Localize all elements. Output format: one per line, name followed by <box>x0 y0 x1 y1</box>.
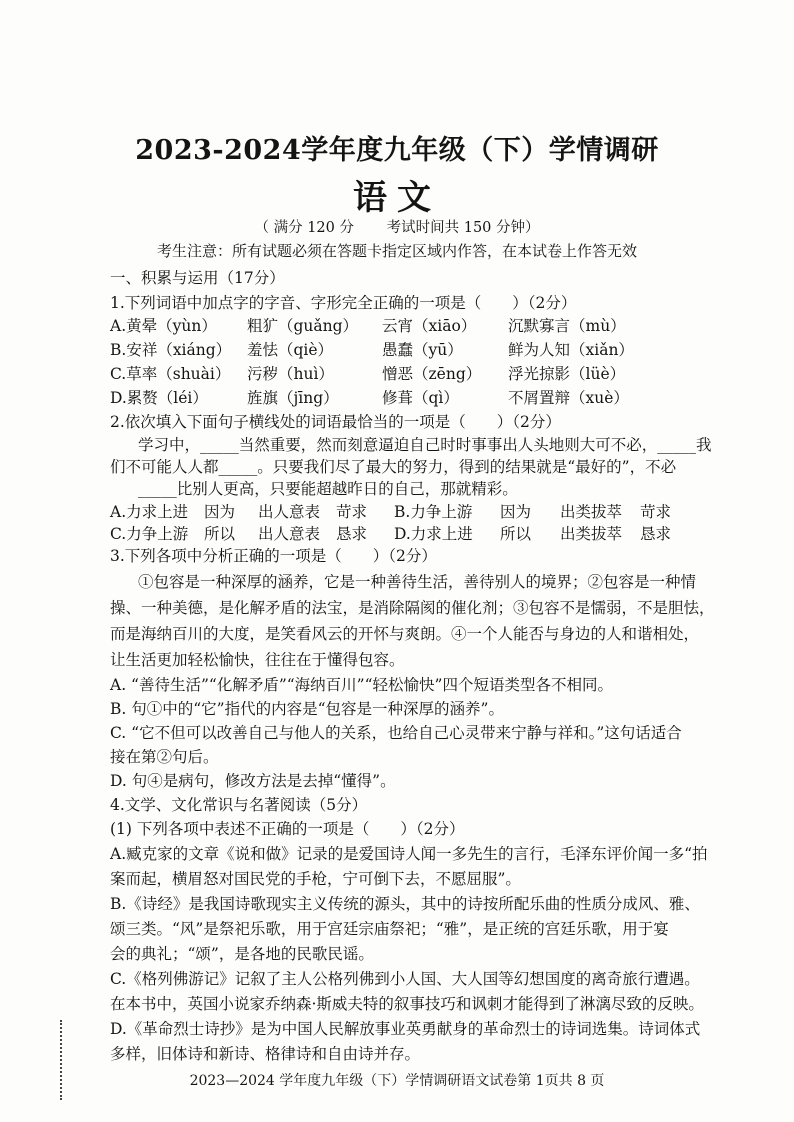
q2-option-cell: 因为 <box>500 503 532 521</box>
q3-option-a: A. “善待生活”“化解矛盾”“海纳百川”“轻松愉快”四个短语类型各不相同。 <box>110 676 613 694</box>
subject-title: 语文 <box>353 178 441 218</box>
q1-option-cell: 粗犷（guǎng） <box>247 317 359 335</box>
exam-notice: 考生注意：所有试题必须在答题卡指定区域内作答，在本试卷上作答无效 <box>156 242 637 260</box>
q2-option-cell: 恳求 <box>640 525 672 543</box>
q2-option-cell: 出类拔萃 <box>560 503 623 521</box>
q1-option-cell: B.安祥（xiáng） <box>110 341 232 359</box>
question-1-stem: 1.下列词语中加点字的字音、字形完全正确的一项是（ ）（2分） <box>110 294 577 312</box>
q1-option-cell: 不屑置辩（xuè） <box>508 389 629 407</box>
q1-option-cell: 愚蠢（yū） <box>382 341 463 359</box>
q3-passage-line: ①包容是一种深厚的涵养，它是一种善待生活，善待别人的境界；②包容是一种情 <box>138 573 697 591</box>
q3-passage-line: 操、一种美德，是化解矛盾的法宝，是消除隔阂的催化剂；③包容不是懦弱，不是胆怯， <box>110 599 715 617</box>
q3-passage-line: 而是海纳百川的大度，是笑看风云的开怀与爽朗。④一个人能否与身边的人和谐相处， <box>110 625 700 643</box>
question-4-stem: 4.文学、文化常识与名著阅读（5分） <box>110 796 368 814</box>
q4-option-b-cont: 颂三类。“风”是祭祀乐歌，用于宫廷宗庙祭祀；“雅”，是正统的宫廷乐歌，用于宴 <box>110 920 669 938</box>
q2-passage-line: 们不可能人人都_____。只要我们尽了最大的努力，得到的结果就是“最好的”，不必 <box>110 458 677 476</box>
q4-option-b-cont: 会的典礼；“颂”，是各地的民歌民谣。 <box>110 945 374 963</box>
q2-option-cell: 因为 <box>204 503 236 521</box>
q4-option-a-cont: 案而起，横眉怒对国民党的手枪，宁可倒下去，不愿屈服”。 <box>110 870 521 888</box>
q2-option-cell: 苛求 <box>336 503 368 521</box>
q2-passage-line: _____比别人更高，只要能超越昨日的自己，那就精彩。 <box>138 480 518 498</box>
exam-title: 2023-2024学年度九年级（下）学情调研 <box>135 135 659 166</box>
q3-passage-line: 让生活更加轻松愉快，往往在于懂得包容。 <box>110 651 405 669</box>
q4-option-d-cont: 多样，旧体诗和新诗、格律诗和自由诗并存。 <box>110 1045 421 1063</box>
q1-option-cell: 污秽（huì） <box>247 365 334 383</box>
q2-option-cell: D.力求上进 <box>394 525 473 543</box>
q2-option-cell: 出人意表 <box>258 503 321 521</box>
q1-option-cell: 修葺（qì） <box>382 389 459 407</box>
q4-sub-question: (1) 下列各项中表述不正确的一项是（ ）（2分） <box>110 820 465 838</box>
q2-option-cell: C.力争上游 <box>110 525 189 543</box>
q4-option-c: C.《格列佛游记》记叙了主人公格列佛到小人国、大人国等幻想国度的离奇旅行遭遇。 <box>110 970 700 988</box>
q2-option-cell: B.力争上游 <box>394 503 473 521</box>
question-3-stem: 3.下列各项中分析正确的一项是（ ）（2分） <box>110 547 437 565</box>
q4-option-c-cont: 在本书中，英国小说家乔纳森·斯威夫特的叙事技巧和讽刺才能得到了淋漓尽致的反映。 <box>110 995 704 1013</box>
q1-option-cell: 云宵（xiāo） <box>382 317 477 335</box>
q2-option-cell: 所以 <box>204 525 236 543</box>
question-2-stem: 2.依次填入下面句子横线处的词语最恰当的一项是（ ）（2分） <box>110 413 561 431</box>
section-heading: 一、积累与运用（17分） <box>110 269 285 287</box>
q2-passage-line: 学习中，_____当然重要，然而刻意逼迫自己时时事事出人头地则大可不必，_____我 <box>138 436 712 454</box>
q1-option-cell: 浮光掠影（lüè） <box>508 365 626 383</box>
q1-option-cell: D.累赘（léi） <box>110 389 208 407</box>
full-score: （ 满分 120 分 <box>254 220 354 236</box>
q1-option-cell: 羞怯（qiè） <box>247 341 334 359</box>
page-footer: 2023—2024 学年度九年级（下）学情调研语文试卷第 1页共 8 页 <box>189 1073 605 1089</box>
exam-meta <box>0 216 794 237</box>
binding-margin-dots <box>60 1020 66 1100</box>
q2-option-cell: 所以 <box>500 525 532 543</box>
q2-option-cell: 出类拔萃 <box>560 525 623 543</box>
q1-option-cell: C.草率（shuài） <box>110 365 231 383</box>
q4-option-a: A.臧克家的文章《说和做》记录的是爱国诗人闻一多先生的言行，毛泽东评价闻一多“拍 <box>110 845 708 863</box>
q2-option-cell: A.力求上进 <box>110 503 189 521</box>
q4-option-b: B.《诗经》是我国诗歌现实主义传统的源头，其中的诗按所配乐曲的性质分成风、雅、 <box>110 895 700 913</box>
q3-option-c: C. “它不但可以改善自己与他人的关系，也给自己心灵带来宁静与祥和。”这句话适合 <box>110 724 682 742</box>
q1-option-cell: 鲜为人知（xiǎn） <box>508 341 634 359</box>
q1-option-cell: 憎恶（zēng） <box>382 365 482 383</box>
q4-option-d: D.《革命烈士诗抄》是为中国人民解放事业英勇献身的革命烈士的诗词选集。诗词体式 <box>110 1020 701 1038</box>
q1-option-cell: 旌旗（jīng） <box>247 389 339 407</box>
q3-option-d: D. 句④是病句，修改方法是去掉“懂得”。 <box>110 772 396 790</box>
q1-option-cell: 沉默寡言（mù） <box>508 317 626 335</box>
exam-time: 考试时间共 150 分钟） <box>386 220 540 236</box>
q1-option-cell: A.黄晕（yùn） <box>110 317 217 335</box>
q3-option-c-cont: 接在第②句后。 <box>110 748 219 766</box>
q3-option-b: B. 句①中的“它”指代的内容是“包容是一种深厚的涵养”。 <box>110 700 504 718</box>
q2-option-cell: 出人意表 <box>258 525 321 543</box>
q2-option-cell: 苛求 <box>640 503 672 521</box>
q2-option-cell: 恳求 <box>336 525 368 543</box>
